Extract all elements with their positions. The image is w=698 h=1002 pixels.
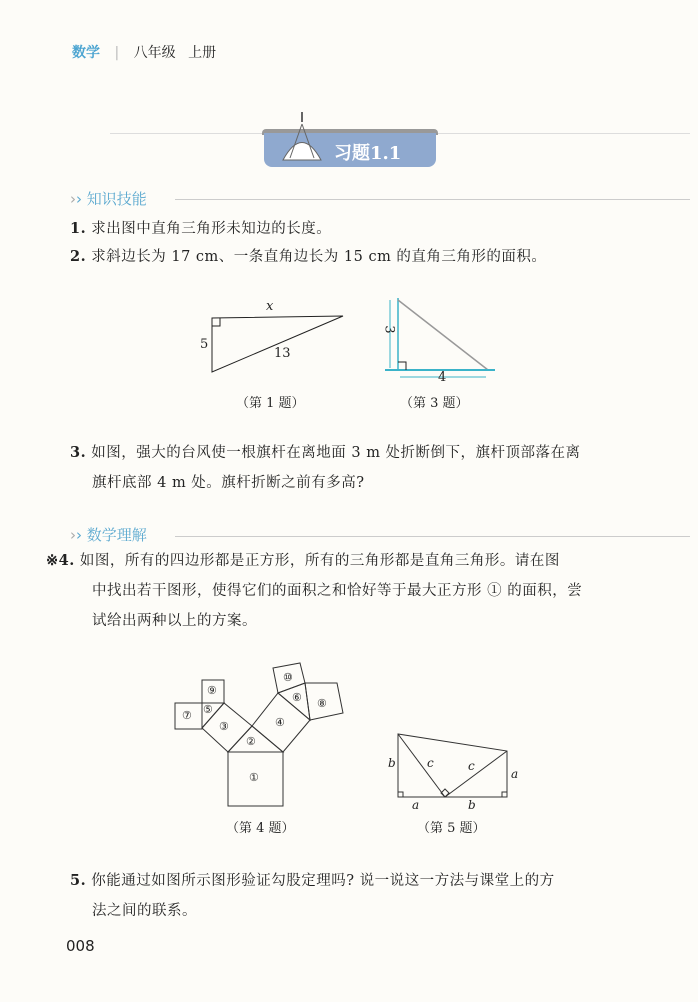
volume: 上册 <box>188 45 217 61</box>
q-text: 试给出两种以上的方案。 <box>92 613 257 629</box>
fig1-label-x: x <box>266 299 274 314</box>
question-5 <box>70 866 555 926</box>
q-num: ※4. <box>46 552 75 569</box>
subject: 数学 <box>72 45 100 61</box>
label-9: ⑨ <box>207 684 217 697</box>
fig1-label-5: 5 <box>200 337 209 352</box>
fig3-label-4: 4 <box>438 370 447 385</box>
q-num: 2. <box>70 248 87 265</box>
label-1: ① <box>249 771 259 784</box>
label-8: ⑧ <box>317 697 327 710</box>
page-number: 008 <box>66 937 95 955</box>
label-b-bottom: b <box>468 798 476 812</box>
q-text: 中找出若干图形，使得它们的面积之和恰好等于最大正方形 ① 的面积，尝 <box>92 583 583 599</box>
label-6: ⑥ <box>292 691 302 704</box>
grade: 八年级 <box>133 45 176 61</box>
q-text: 如图，所有的四边形都是正方形，所有的三角形都是直角三角形。请在图 <box>79 553 560 569</box>
fig3-label-3: 3 <box>381 325 397 334</box>
label-2: ② <box>246 735 256 748</box>
label-7: ⑦ <box>182 709 192 722</box>
label-3: ③ <box>219 720 229 733</box>
q-text: 求斜边长为 17 cm、一条直角边长为 15 cm 的直角三角形的面积。 <box>91 249 547 265</box>
fig5-caption: （第 5 题） <box>417 821 486 836</box>
fig4-caption: （第 4 题） <box>226 821 295 836</box>
fig1-caption: （第 1 题） <box>236 396 305 411</box>
label-5: ⑤ <box>203 703 213 716</box>
section-math-understanding: ›› 数学理解 <box>70 526 147 544</box>
fig1-label-13: 13 <box>274 346 291 361</box>
label-b-left: b <box>388 756 396 770</box>
label-a-bottom: a <box>412 798 420 812</box>
fig5-trapezoid <box>398 734 507 797</box>
q-num: 3. <box>70 444 87 461</box>
q-num: 1. <box>70 220 87 237</box>
section-label: 知识技能 <box>86 190 147 208</box>
exercise-title: 习题1.1 <box>334 143 402 164</box>
label-4: ④ <box>275 716 285 729</box>
separator: | <box>114 45 120 61</box>
label-a-right: a <box>511 767 519 781</box>
q-num: 5. <box>70 872 87 889</box>
q-text: 如图，强大的台风使一根旗杆在离地面 3 m 处折断倒下，旗杆顶部落在离 <box>91 445 581 461</box>
section-knowledge-skills: ›› 知识技能 <box>70 190 147 208</box>
fig3-caption: （第 3 题） <box>400 396 469 411</box>
q-text: 法之间的联系。 <box>92 903 197 919</box>
label-c-left: c <box>427 756 434 770</box>
q-text: 你能通过如图所示图形验证勾股定理吗? 说一说这一方法与课堂上的方 <box>91 873 555 889</box>
label-c-right: c <box>468 759 475 773</box>
label-10: ⑩ <box>283 671 293 684</box>
q-text: 旗杆底部 4 m 处。旗杆折断之前有多高? <box>92 475 365 491</box>
section-label: 数学理解 <box>86 526 147 544</box>
q-text: 求出图中直角三角形未知边的长度。 <box>91 221 332 237</box>
